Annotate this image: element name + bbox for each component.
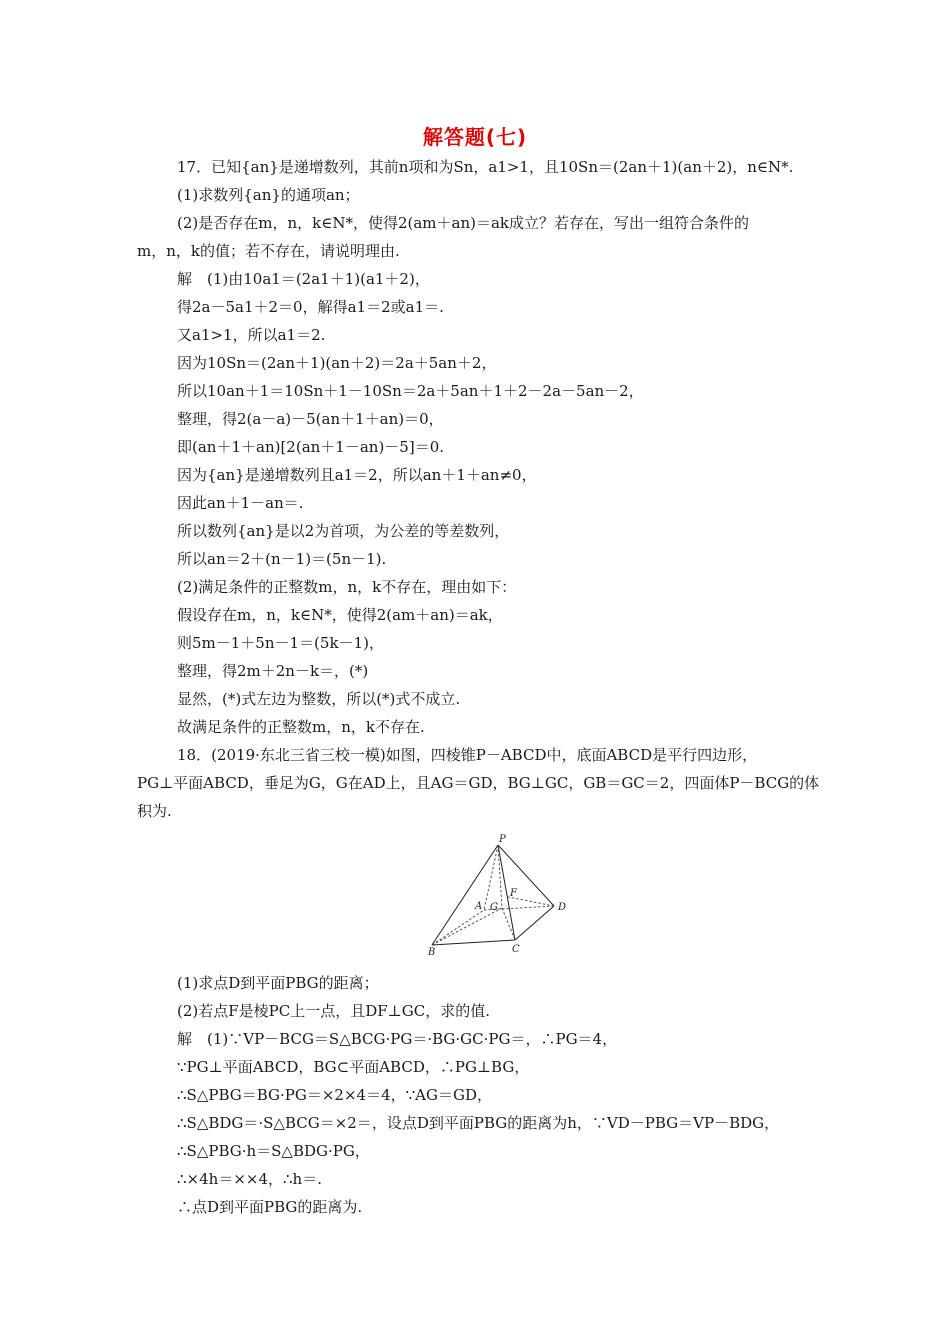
edge-PD (498, 845, 554, 906)
problem17-q2-line2: m，n，k的值；若不存在，请说明理由. (137, 242, 400, 260)
solution-line: ∴S△BDG＝·S△BCG＝×2＝，设点D到平面PBG的距离为h，∵VD－PBG＝VP－BDG， (177, 1114, 780, 1132)
problem18-q1: (1)求点D到平面PBG的距离； (177, 974, 379, 992)
label-A: A (475, 901, 483, 912)
label-F: F (510, 888, 517, 899)
edge-BC (432, 940, 515, 945)
problem18-q2: (2)若点F是棱PC上一点，且DF⊥GC，求的值. (177, 1002, 490, 1020)
solution-line: 因此an＋1－an＝. (177, 494, 304, 512)
problem18-stem-line1: 18．(2019·东北三省三校一模)如图，四棱锥P－ABCD中，底面ABCD是平行四边形， (177, 746, 758, 764)
label-D: D (558, 902, 567, 913)
solution-line: 显然，(*)式左边为整数，所以(*)式不成立. (177, 690, 461, 708)
edge-BA (432, 910, 484, 945)
solution-line: 因为10Sn＝(2an＋1)(an＋2)＝2a＋5an＋2， (177, 354, 497, 372)
solution-line: 得2a－5a1＋2＝0，解得a1＝2或a1＝. (177, 298, 444, 316)
solution-line: 整理，得2(a－a)－5(an＋1＋an)＝0， (177, 410, 444, 428)
page-title: 解答题(七) (422, 125, 528, 149)
solution-line: ∴点D到平面PBG的距离为. (177, 1198, 363, 1216)
solution-line: 又a1>1，所以a1＝2. (177, 326, 326, 344)
solution-line: ∵PG⊥平面ABCD，BG⊂平面ABCD，∴PG⊥BG， (177, 1058, 530, 1076)
solution-line: (2)满足条件的正整数m，n，k不存在，理由如下： (177, 578, 517, 596)
label-P: P (499, 834, 506, 845)
solution-line: 故满足条件的正整数m，n，k不存在. (177, 718, 425, 736)
solution-line: 假设存在m，n，k∈N*，使得2(am＋an)＝ak， (177, 606, 503, 624)
label-C: C (512, 944, 520, 955)
solution-line: 解 (1)由10a1＝(2a1＋1)(a1＋2)， (177, 270, 430, 288)
problem17-q1: (1)求数列{an}的通项an； (177, 186, 360, 204)
problem18-stem-line3: 积为. (137, 802, 172, 820)
solution-line: ∴S△PBG·h＝S△BDG·PG， (177, 1142, 370, 1160)
solution-line: 解 (1)∵VP－BCG＝S△BCG·PG＝·BG·GC·PG＝，∴PG＝4， (177, 1030, 618, 1048)
solution-line: 所以数列{an}是以2为首项，为公差的等差数列， (177, 522, 510, 540)
label-G: G (490, 902, 498, 913)
label-B: B (428, 947, 436, 958)
solution-line: 所以an＝2＋(n－1)＝(5n－1). (177, 550, 387, 568)
problem18-stem-line2: PG⊥平面ABCD，垂足为G，G在AD上，且AG＝GD，BG⊥GC，GB＝GC＝2，四面体P－BCG的体 (137, 774, 820, 792)
solution-line: 因为{an}是递增数列且a1＝2，所以an＋1＋an≠0， (177, 466, 537, 484)
solution-line: ∴S△PBG＝BG·PG＝×2×4＝4，∵AG＝GD， (177, 1086, 492, 1104)
pyramid-figure (420, 830, 580, 960)
edge-PB (432, 845, 498, 945)
solution-line: 所以10an＋1＝10Sn＋1－10Sn＝2a＋5an＋1＋2－2a－5an－2， (177, 382, 644, 400)
edge-CD (515, 906, 554, 940)
problem17-q2-line1: (2)是否存在m，n，k∈N*，使得2(am＋an)＝ak成立？若存在，写出一组符合条件的 (177, 214, 750, 232)
solution-line: 整理，得2m＋2n－k＝，(*) (177, 662, 369, 680)
solution-line: 则5m－1＋5n－1＝(5k－1)， (177, 634, 384, 652)
solution-line: ∴×4h＝××4，∴h＝. (177, 1170, 322, 1188)
segment-GC (502, 908, 515, 940)
problem17-stem: 17．已知{an}是递增数列，其前n项和为Sn，a1>1，且10Sn＝(2an＋1)(an＋2)，n∈N*. (177, 158, 794, 176)
solution-line: 即(an＋1＋an)[2(an＋1－an)－5]＝0. (177, 438, 445, 456)
segment-GB (432, 908, 502, 945)
